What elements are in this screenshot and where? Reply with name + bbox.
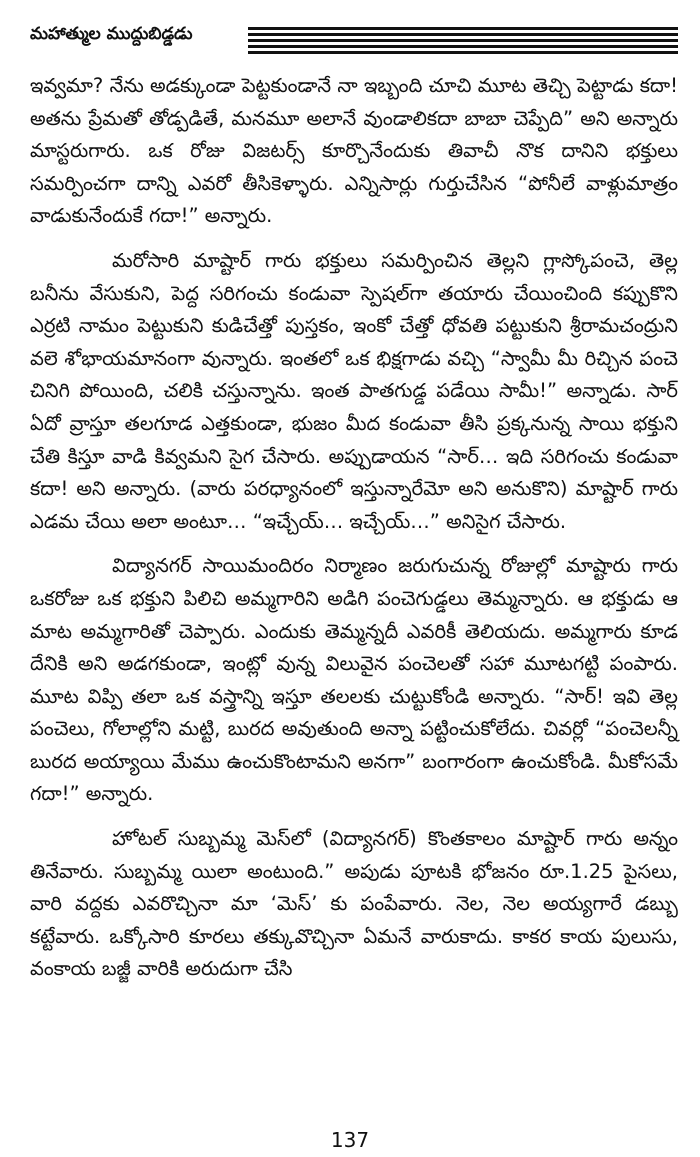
header-rule-line	[248, 39, 678, 42]
paragraph: విద్యానగర్ సాయిమందిరం నిర్మాణం జరుగుచున్న రోజుల్లో మాష్టారు గారు ఒకరోజు ఒక భక్తుని పిలిచి అమ్మగారిని అడిగి పంచెగుడ్డలు తెమ్మన్నారు. ఆ భక్తుడు ఆ మాట అమ్మగారితో చెప్పారు. ఎందుకు తెమ్మన్నదీ ఎవరికీ తెలియదు. అమ్మగారు కూడ దేనికి అని అడగకుండా, ఇంట్లో వున్న విలువైన పంచెలతో సహా మూటగట్టి పంపారు. మూట విప్పి తలా ఒక వస్త్రాన్ని ఇస్తూ తలలకు చుట్టుకోండి అన్నారు. “సార్! ఇవి తెల్ల పంచెలు, గోలాల్లోని మట్టి, బురద అవుతుంది అన్నా పట్టించుకోలేదు. చివర్లో “పంచెలన్నీ బురద అయ్యాయి మేము ఉంచుకొంటామని అనగా” బంగారంగా ఉంచుకోండి. మీకోసమే గదా!” అన్నారు.	[30, 554, 678, 806]
header-rule-line	[248, 27, 678, 30]
header-rules	[248, 27, 678, 57]
book-title: మహాత్ముల ముద్దుబిడ్డడు	[30, 24, 193, 44]
paragraph: మరోసారి మాష్టార్ గారు భక్తులు సమర్పించిన తెల్లని గ్లాస్కోపంచె, తెల్ల బనీను వేసుకుని, పెద్ద సరిగంచు కండువా స్పెషల్‌గా తయారు చేయించింది కప్పుకొని ఎర్రటి నామం పెట్టుకుని కుడిచేత్తో పుస్తకం, ఇంకో చేత్తో ధోవతి పట్టుకుని శ్రీరామచంద్రుని వలె శోభాయమానంగా వున్నారు. ఇంతలో ఒక భిక్షగాడు వచ్చి “స్వామీ మీ రిచ్చిన పంచె చినిగి పోయింది, చలికి చస్తున్నాను. ఇంత పాతగుడ్డ పడేయి సామీ!” అన్నాడు. సార్ ఏదో వ్రాస్తూ తలగూడ ఎత్తకుండా, భుజం మీద కండువా తీసి ప్రక్కనున్న సాయి భక్తుని చేతి కిస్తూ వాడి కివ్వమని సైగ చేసారు. అప్పుడాయన “సార్… ఇది సరిగంచు కండువా కదా! అని అన్నారు. (వారు పరధ్యానంలో ఇస్తున్నారేమో అని అనుకొని) మాష్టార్ గారు ఎడమ చేయి అలా అంటూ… “ఇచ్చేయ్… ఇచ్చేయ్…” అనిసైగ చేసారు.	[30, 248, 678, 533]
page-number: 137	[330, 1128, 370, 1152]
header-rule-line	[248, 33, 678, 36]
header-rule-line	[248, 51, 678, 54]
running-header	[30, 22, 678, 56]
page-body	[30, 70, 678, 998]
paragraph: ఇవ్వమా? నేను అడక్కుండా పెట్టకుండానే నా ఇబ్బంది చూచి మూట తెచ్చి పెట్టాడు కదా! అతను ప్రేమతో తోడ్పడితే, మనమూ అలానే వుండాలికదా బాబా చెప్పేది” అని అన్నారు మాస్టరుగారు. ఒక రోజు విజటర్స్ కూర్చొనేందుకు తివాచీ నొక దానిని భక్తులు సమర్పించగా దాన్ని ఎవరో తీసికెళ్ళారు. ఎన్నిసార్లు గుర్తుచేసిన “పోనీలే వాళ్లుమాత్రం వాడుకునేందుకే గదా!” అన్నారు.	[30, 74, 678, 228]
paragraph: హోటల్ సుబ్బమ్మ మెస్‌లో (విద్యానగర్) కొంతకాలం మాష్టార్ గారు అన్నం తినేవారు. సుబ్బమ్మ యిలా అంటుంది.” అపుడు పూటకి భోజనం రూ.1.25 పైసలు, వారి వద్దకు ఎవరొచ్చినా మా ‘మెస్’ కు పంపేవారు. నెల, నెల అయ్యగారే డబ్బు కట్టేవారు. ఒక్కోసారి కూరలు తక్కువొచ్చినా ఏమనే వారుకాదు. కాకర కాయ పులుసు, వంకాయ బజ్జీ వారికి అరుదుగా చేసి	[30, 827, 678, 981]
header-rule-line	[248, 45, 678, 48]
